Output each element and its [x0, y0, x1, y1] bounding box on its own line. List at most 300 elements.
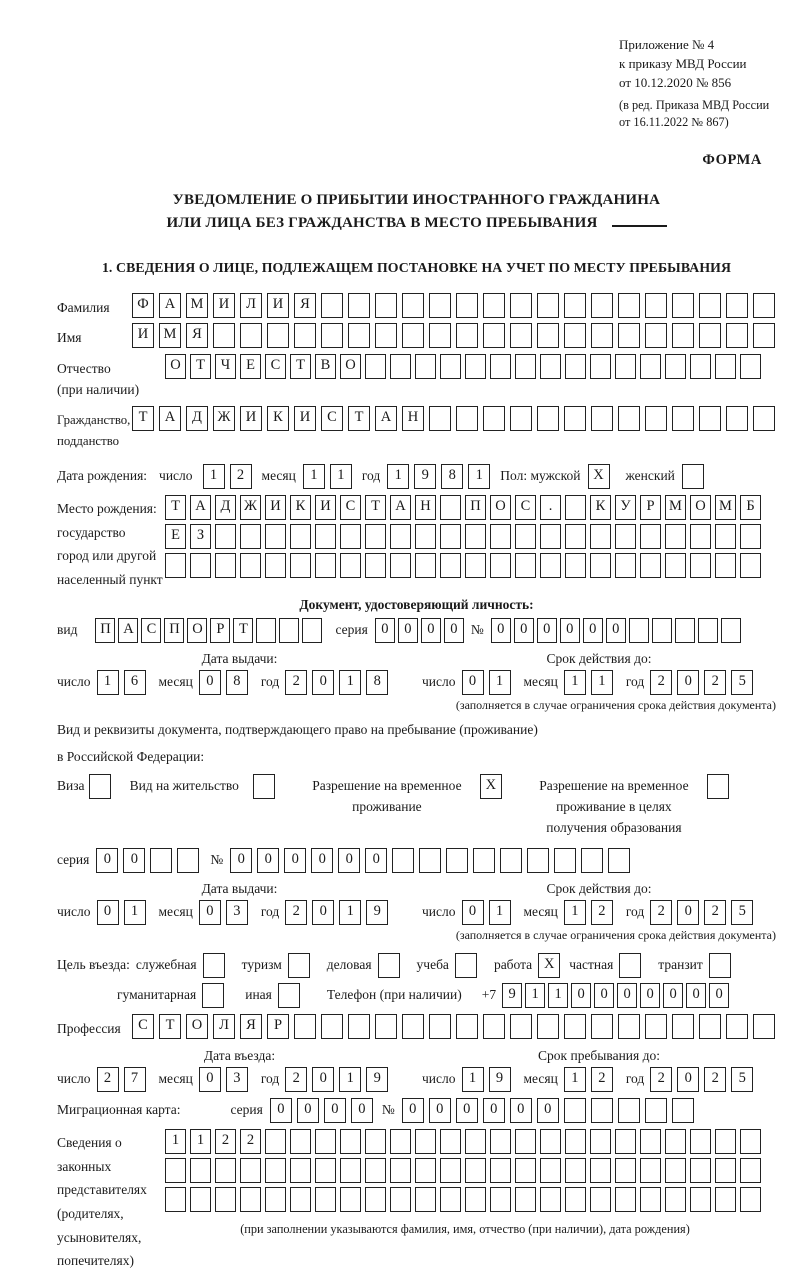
char-box[interactable] [429, 293, 451, 318]
char-box[interactable]: 0 [462, 670, 484, 695]
char-box[interactable] [302, 618, 322, 643]
char-box[interactable] [675, 618, 695, 643]
char-box[interactable] [672, 1014, 694, 1039]
char-box[interactable]: Д [186, 406, 208, 431]
char-box[interactable]: 0 [571, 983, 591, 1008]
char-box[interactable] [540, 1187, 561, 1212]
char-box[interactable] [290, 1187, 311, 1212]
char-box[interactable] [465, 1129, 486, 1154]
char-box[interactable] [365, 1129, 386, 1154]
char-box[interactable]: 1 [564, 1067, 586, 1092]
char-box[interactable] [699, 293, 721, 318]
char-box[interactable]: С [321, 406, 343, 431]
char-box[interactable] [554, 848, 576, 873]
char-box[interactable]: 5 [731, 670, 753, 695]
char-box[interactable] [490, 1158, 511, 1183]
char-box[interactable]: Т [190, 354, 211, 379]
char-box[interactable] [340, 1158, 361, 1183]
char-box[interactable] [348, 293, 370, 318]
char-box[interactable] [279, 618, 299, 643]
char-box[interactable] [537, 1014, 559, 1039]
char-box[interactable] [715, 1187, 736, 1212]
char-box[interactable] [490, 553, 511, 578]
char-box[interactable] [615, 354, 636, 379]
char-box[interactable]: 2 [230, 464, 252, 489]
char-box[interactable]: 0 [199, 670, 221, 695]
char-box[interactable]: 0 [398, 618, 418, 643]
char-box[interactable]: 1 [564, 900, 586, 925]
char-box[interactable] [390, 524, 411, 549]
char-box[interactable] [483, 406, 505, 431]
char-box[interactable] [540, 553, 561, 578]
char-box[interactable]: 0 [351, 1098, 373, 1123]
char-box[interactable] [640, 1158, 661, 1183]
char-box[interactable] [565, 1129, 586, 1154]
char-box[interactable] [510, 323, 532, 348]
char-box[interactable]: П [465, 495, 486, 520]
char-box[interactable] [715, 553, 736, 578]
char-box[interactable]: П [164, 618, 184, 643]
char-box[interactable]: О [186, 1014, 208, 1039]
char-box[interactable] [440, 1129, 461, 1154]
char-box[interactable] [672, 293, 694, 318]
char-box[interactable] [315, 553, 336, 578]
char-box[interactable]: 1 [525, 983, 545, 1008]
char-box[interactable] [615, 524, 636, 549]
char-box[interactable] [565, 1187, 586, 1212]
char-box[interactable]: 2 [650, 900, 672, 925]
char-box[interactable] [265, 1158, 286, 1183]
char-box[interactable]: 1 [203, 464, 225, 489]
char-box[interactable] [315, 1187, 336, 1212]
char-box[interactable] [515, 1158, 536, 1183]
char-box[interactable] [537, 323, 559, 348]
char-box[interactable] [740, 524, 761, 549]
char-box[interactable]: 9 [489, 1067, 511, 1092]
char-box[interactable] [608, 848, 630, 873]
char-box[interactable] [665, 1187, 686, 1212]
char-box[interactable]: 0 [199, 1067, 221, 1092]
char-box[interactable] [618, 323, 640, 348]
char-box[interactable]: 0 [97, 900, 119, 925]
char-box[interactable] [698, 618, 718, 643]
char-box[interactable]: 0 [686, 983, 706, 1008]
char-box[interactable] [402, 323, 424, 348]
char-box[interactable] [340, 553, 361, 578]
char-box[interactable] [490, 1187, 511, 1212]
char-box[interactable] [515, 553, 536, 578]
char-box[interactable] [726, 293, 748, 318]
char-box[interactable]: 0 [462, 900, 484, 925]
char-box[interactable]: К [290, 495, 311, 520]
char-box[interactable]: Т [290, 354, 311, 379]
char-box[interactable] [645, 293, 667, 318]
char-box[interactable]: 0 [297, 1098, 319, 1123]
char-box[interactable] [290, 1129, 311, 1154]
char-box[interactable]: 1 [190, 1129, 211, 1154]
char-box[interactable] [390, 1129, 411, 1154]
char-box[interactable] [215, 1158, 236, 1183]
char-box[interactable]: 0 [312, 1067, 334, 1092]
char-box[interactable] [456, 323, 478, 348]
char-box[interactable]: А [159, 293, 181, 318]
char-box[interactable]: Т [159, 1014, 181, 1039]
char-box[interactable] [753, 293, 775, 318]
char-box[interactable] [365, 553, 386, 578]
char-box[interactable] [565, 1158, 586, 1183]
char-box[interactable] [456, 1014, 478, 1039]
char-box[interactable]: X [588, 464, 610, 489]
char-box[interactable] [515, 354, 536, 379]
char-box[interactable] [629, 618, 649, 643]
char-box[interactable] [640, 524, 661, 549]
char-box[interactable] [665, 354, 686, 379]
char-box[interactable] [456, 293, 478, 318]
char-box[interactable] [267, 323, 289, 348]
char-box[interactable] [709, 953, 731, 978]
char-box[interactable]: 1 [489, 900, 511, 925]
char-box[interactable] [640, 1187, 661, 1212]
char-box[interactable]: Ч [215, 354, 236, 379]
char-box[interactable]: 0 [583, 618, 603, 643]
char-box[interactable] [340, 524, 361, 549]
char-box[interactable]: 2 [240, 1129, 261, 1154]
char-box[interactable] [652, 618, 672, 643]
char-box[interactable] [348, 323, 370, 348]
char-box[interactable] [715, 354, 736, 379]
char-box[interactable] [490, 354, 511, 379]
char-box[interactable] [473, 848, 495, 873]
char-box[interactable] [265, 1129, 286, 1154]
char-box[interactable] [315, 1129, 336, 1154]
char-box[interactable] [591, 293, 613, 318]
char-box[interactable] [165, 553, 186, 578]
char-box[interactable] [640, 553, 661, 578]
char-box[interactable]: И [267, 293, 289, 318]
char-box[interactable]: У [615, 495, 636, 520]
char-box[interactable] [690, 354, 711, 379]
char-box[interactable] [465, 1187, 486, 1212]
char-box[interactable]: И [132, 323, 154, 348]
char-box[interactable]: 0 [230, 848, 252, 873]
char-box[interactable] [707, 774, 729, 799]
char-box[interactable]: 0 [677, 1067, 699, 1092]
char-box[interactable] [256, 618, 276, 643]
char-box[interactable] [726, 1014, 748, 1039]
char-box[interactable]: 0 [312, 900, 334, 925]
char-box[interactable]: К [267, 406, 289, 431]
char-box[interactable] [726, 406, 748, 431]
char-box[interactable] [190, 553, 211, 578]
char-box[interactable]: 0 [456, 1098, 478, 1123]
char-box[interactable]: Н [415, 495, 436, 520]
char-box[interactable] [402, 293, 424, 318]
char-box[interactable] [565, 524, 586, 549]
char-box[interactable] [672, 1098, 694, 1123]
char-box[interactable] [665, 1129, 686, 1154]
char-box[interactable]: Ж [240, 495, 261, 520]
char-box[interactable]: 0 [709, 983, 729, 1008]
char-box[interactable] [440, 354, 461, 379]
char-box[interactable] [715, 1158, 736, 1183]
char-box[interactable] [515, 1187, 536, 1212]
char-box[interactable] [645, 406, 667, 431]
char-box[interactable] [440, 495, 461, 520]
char-box[interactable] [483, 293, 505, 318]
char-box[interactable]: М [665, 495, 686, 520]
char-box[interactable]: З [190, 524, 211, 549]
char-box[interactable] [456, 406, 478, 431]
char-box[interactable] [375, 293, 397, 318]
char-box[interactable] [265, 524, 286, 549]
char-box[interactable]: 0 [677, 670, 699, 695]
char-box[interactable]: И [294, 406, 316, 431]
char-box[interactable] [190, 1187, 211, 1212]
char-box[interactable]: 0 [640, 983, 660, 1008]
char-box[interactable] [265, 553, 286, 578]
char-box[interactable]: Л [240, 293, 262, 318]
char-box[interactable]: 1 [339, 900, 361, 925]
char-box[interactable] [278, 983, 300, 1008]
char-box[interactable] [190, 1158, 211, 1183]
char-box[interactable] [590, 524, 611, 549]
char-box[interactable] [202, 983, 224, 1008]
char-box[interactable] [321, 323, 343, 348]
char-box[interactable]: 2 [591, 900, 613, 925]
char-box[interactable]: 0 [606, 618, 626, 643]
char-box[interactable]: 0 [510, 1098, 532, 1123]
char-box[interactable]: Е [240, 354, 261, 379]
char-box[interactable] [564, 406, 586, 431]
char-box[interactable] [591, 406, 613, 431]
char-box[interactable] [753, 323, 775, 348]
char-box[interactable]: 0 [677, 900, 699, 925]
char-box[interactable] [690, 1158, 711, 1183]
char-box[interactable] [527, 848, 549, 873]
char-box[interactable]: 1 [468, 464, 490, 489]
char-box[interactable] [540, 524, 561, 549]
char-box[interactable] [321, 293, 343, 318]
char-box[interactable]: 2 [704, 1067, 726, 1092]
char-box[interactable] [540, 1158, 561, 1183]
char-box[interactable]: С [265, 354, 286, 379]
char-box[interactable] [446, 848, 468, 873]
char-box[interactable] [483, 323, 505, 348]
char-box[interactable]: 0 [402, 1098, 424, 1123]
char-box[interactable]: 9 [414, 464, 436, 489]
char-box[interactable]: 0 [491, 618, 511, 643]
char-box[interactable] [465, 1158, 486, 1183]
char-box[interactable] [415, 524, 436, 549]
char-box[interactable] [565, 553, 586, 578]
char-box[interactable] [415, 1158, 436, 1183]
char-box[interactable] [89, 774, 111, 799]
char-box[interactable]: О [187, 618, 207, 643]
char-box[interactable]: К [590, 495, 611, 520]
char-box[interactable] [429, 1014, 451, 1039]
char-box[interactable] [294, 1014, 316, 1039]
char-box[interactable]: 0 [96, 848, 118, 873]
char-box[interactable]: 2 [97, 1067, 119, 1092]
char-box[interactable] [265, 1187, 286, 1212]
char-box[interactable] [618, 1014, 640, 1039]
char-box[interactable] [690, 1129, 711, 1154]
char-box[interactable] [615, 1158, 636, 1183]
char-box[interactable] [253, 774, 275, 799]
char-box[interactable] [564, 1098, 586, 1123]
char-box[interactable]: 5 [731, 900, 753, 925]
char-box[interactable] [715, 524, 736, 549]
char-box[interactable] [665, 524, 686, 549]
char-box[interactable]: Ф [132, 293, 154, 318]
char-box[interactable] [415, 354, 436, 379]
char-box[interactable]: 1 [591, 670, 613, 695]
char-box[interactable] [715, 1129, 736, 1154]
char-box[interactable]: 2 [591, 1067, 613, 1092]
char-box[interactable]: 0 [444, 618, 464, 643]
char-box[interactable]: 2 [285, 1067, 307, 1092]
char-box[interactable]: Т [348, 406, 370, 431]
char-box[interactable]: А [118, 618, 138, 643]
char-box[interactable] [429, 323, 451, 348]
char-box[interactable]: 6 [124, 670, 146, 695]
char-box[interactable] [340, 1129, 361, 1154]
char-box[interactable]: 1 [564, 670, 586, 695]
char-box[interactable] [288, 953, 310, 978]
char-box[interactable] [455, 953, 477, 978]
char-box[interactable]: 9 [502, 983, 522, 1008]
char-box[interactable] [321, 1014, 343, 1039]
char-box[interactable] [240, 1187, 261, 1212]
char-box[interactable] [429, 406, 451, 431]
char-box[interactable] [510, 406, 532, 431]
char-box[interactable] [690, 524, 711, 549]
char-box[interactable] [515, 524, 536, 549]
char-box[interactable] [564, 323, 586, 348]
char-box[interactable] [740, 1158, 761, 1183]
char-box[interactable] [375, 323, 397, 348]
char-box[interactable] [365, 524, 386, 549]
char-box[interactable] [402, 1014, 424, 1039]
char-box[interactable] [540, 1129, 561, 1154]
char-box[interactable]: Л [213, 1014, 235, 1039]
char-box[interactable]: 1 [124, 900, 146, 925]
char-box[interactable] [392, 848, 414, 873]
char-box[interactable] [699, 1014, 721, 1039]
char-box[interactable] [490, 1129, 511, 1154]
char-box[interactable]: 0 [594, 983, 614, 1008]
char-box[interactable]: 3 [226, 900, 248, 925]
char-box[interactable]: Я [294, 293, 316, 318]
char-box[interactable] [699, 323, 721, 348]
char-box[interactable] [415, 1129, 436, 1154]
char-box[interactable]: 2 [285, 900, 307, 925]
char-box[interactable]: О [690, 495, 711, 520]
char-box[interactable] [581, 848, 603, 873]
char-box[interactable]: А [390, 495, 411, 520]
char-box[interactable] [378, 953, 400, 978]
char-box[interactable] [591, 1098, 613, 1123]
char-box[interactable] [500, 848, 522, 873]
char-box[interactable]: Т [365, 495, 386, 520]
char-box[interactable]: 0 [560, 618, 580, 643]
char-box[interactable]: 2 [650, 1067, 672, 1092]
char-box[interactable]: 0 [537, 1098, 559, 1123]
char-box[interactable] [415, 553, 436, 578]
char-box[interactable] [510, 1014, 532, 1039]
char-box[interactable] [564, 1014, 586, 1039]
char-box[interactable]: 0 [514, 618, 534, 643]
char-box[interactable] [315, 1158, 336, 1183]
char-box[interactable] [348, 1014, 370, 1039]
char-box[interactable] [726, 323, 748, 348]
char-box[interactable] [177, 848, 199, 873]
char-box[interactable] [565, 354, 586, 379]
char-box[interactable] [440, 524, 461, 549]
char-box[interactable] [565, 495, 586, 520]
char-box[interactable]: С [340, 495, 361, 520]
char-box[interactable] [215, 524, 236, 549]
char-box[interactable] [240, 553, 261, 578]
char-box[interactable]: 0 [375, 618, 395, 643]
char-box[interactable]: 1 [330, 464, 352, 489]
char-box[interactable] [203, 953, 225, 978]
char-box[interactable] [564, 293, 586, 318]
char-box[interactable] [753, 1014, 775, 1039]
char-box[interactable] [365, 1187, 386, 1212]
char-box[interactable] [618, 1098, 640, 1123]
char-box[interactable]: 2 [704, 670, 726, 695]
char-box[interactable] [390, 553, 411, 578]
char-box[interactable] [165, 1158, 186, 1183]
char-box[interactable] [615, 553, 636, 578]
char-box[interactable] [515, 1129, 536, 1154]
char-box[interactable] [365, 1158, 386, 1183]
char-box[interactable]: 0 [324, 1098, 346, 1123]
char-box[interactable]: 2 [285, 670, 307, 695]
char-box[interactable]: И [213, 293, 235, 318]
char-box[interactable]: 0 [199, 900, 221, 925]
char-box[interactable]: 5 [731, 1067, 753, 1092]
char-box[interactable]: Р [640, 495, 661, 520]
char-box[interactable] [240, 323, 262, 348]
char-box[interactable]: 0 [312, 670, 334, 695]
char-box[interactable] [290, 1158, 311, 1183]
char-box[interactable]: 0 [284, 848, 306, 873]
char-box[interactable] [690, 1187, 711, 1212]
char-box[interactable] [615, 1129, 636, 1154]
char-box[interactable] [690, 553, 711, 578]
char-box[interactable] [590, 354, 611, 379]
char-box[interactable] [615, 1187, 636, 1212]
char-box[interactable] [315, 524, 336, 549]
char-box[interactable] [640, 354, 661, 379]
char-box[interactable] [440, 1158, 461, 1183]
char-box[interactable] [465, 553, 486, 578]
char-box[interactable]: С [132, 1014, 154, 1039]
char-box[interactable] [537, 293, 559, 318]
char-box[interactable]: 0 [257, 848, 279, 873]
char-box[interactable] [740, 1129, 761, 1154]
char-box[interactable] [740, 354, 761, 379]
char-box[interactable]: А [159, 406, 181, 431]
char-box[interactable] [390, 1187, 411, 1212]
char-box[interactable] [721, 618, 741, 643]
char-box[interactable] [618, 293, 640, 318]
char-box[interactable] [591, 323, 613, 348]
char-box[interactable] [537, 406, 559, 431]
char-box[interactable] [390, 1158, 411, 1183]
